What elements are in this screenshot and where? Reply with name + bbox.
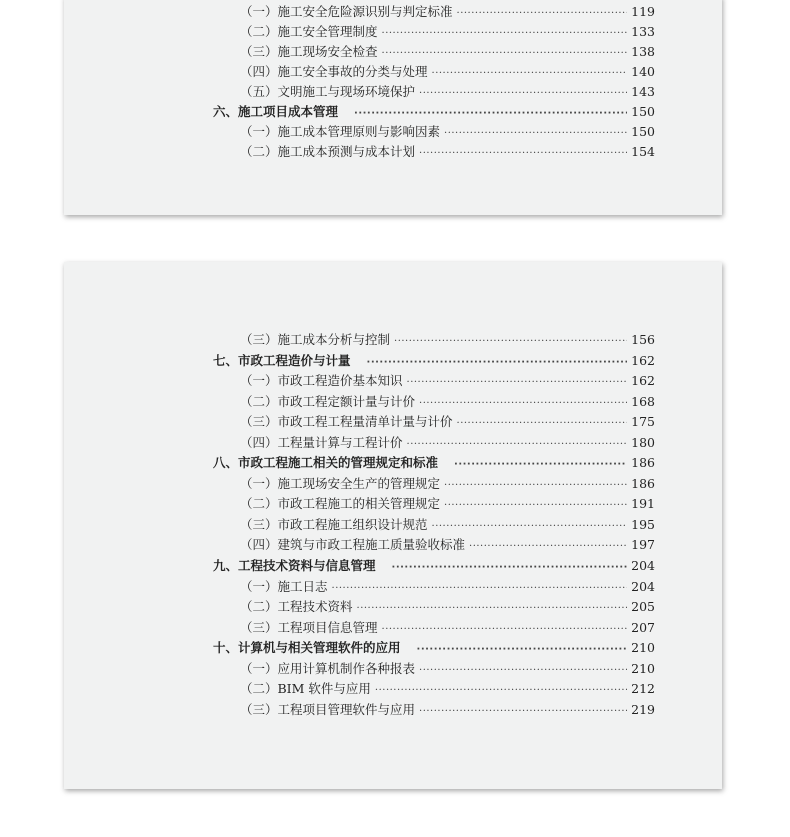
dot-leader [375,681,627,702]
dot-leader [432,517,627,538]
toc-section-entry [64,412,655,433]
entry-title: 八、市政工程施工相关的管理规定和标准 [213,455,439,471]
entry-page-number: 197 [631,537,655,553]
toc-list [64,330,722,720]
dot-leader [419,394,627,415]
dot-leader [457,4,627,24]
dot-leader [419,84,627,104]
entry-title: （一）施工成本管理原则与影响因素 [240,124,441,139]
entry-page-number: 210 [631,640,655,656]
entry-title: 九、工程技术资料与信息管理 [213,558,376,574]
entry-title: （四）工程量计算与工程计价 [240,434,403,450]
toc-chapter-entry [64,453,655,474]
toc-page-top [64,0,722,215]
entry-title: （四）施工安全事故的分类与处理 [240,64,428,79]
dot-leader [382,24,627,44]
dot-leader [419,661,627,682]
entry-title: （三）施工成本分析与控制 [240,332,391,347]
toc-section-entry [64,330,655,351]
dot-leader [394,332,627,353]
dot-leader [444,476,627,497]
entry-title: （一）施工现场安全生产的管理规定 [240,475,441,491]
toc-section-entry [64,142,655,162]
toc-chapter-entry [64,638,655,659]
entry-page-number: 162 [631,373,655,389]
entry-page-number: 133 [631,24,655,39]
dot-leader [457,414,627,435]
entry-title: （五）文明施工与现场环境保护 [240,84,416,99]
entry-page-number: 195 [631,516,655,532]
toc-chapter-entry [64,351,655,372]
entry-page-number: 175 [631,414,655,430]
toc-section-entry [64,535,655,556]
entry-page-number: 204 [631,578,655,594]
toc-chapter-entry [64,556,655,577]
toc-section-entry [64,62,655,82]
entry-title: （三）工程项目信息管理 [240,619,378,635]
toc-chapter-entry [64,102,655,122]
toc-section-entry [64,597,655,618]
entry-title: （二）BIM 软件与应用 [240,681,371,697]
dot-leader [454,455,627,476]
dot-leader [419,702,627,723]
toc-section-entry [64,659,655,680]
entry-page-number: 180 [631,434,655,450]
entry-page-number: 150 [631,104,655,119]
entry-page-number: 210 [631,660,655,676]
entry-title: （一）应用计算机制作各种报表 [240,660,416,676]
entry-title: （一）施工安全危险源识别与判定标准 [240,4,453,19]
dot-leader [444,124,627,144]
dot-leader [417,640,627,661]
toc-section-entry [64,494,655,515]
entry-page-number: 219 [631,701,655,717]
dot-leader [354,104,627,124]
entry-title: （三）市政工程工程量清单计量与计价 [240,414,453,430]
dot-leader [367,353,627,374]
dot-leader [392,558,627,579]
toc-section-entry [64,2,655,22]
entry-page-number: 156 [631,332,655,347]
entry-title: （二）施工安全管理制度 [240,24,378,39]
entry-title: （四）建筑与市政工程施工质量验收标准 [240,537,466,553]
entry-page-number: 207 [631,619,655,635]
entry-page-number: 143 [631,84,655,99]
entry-title: 六、施工项目成本管理 [213,104,339,119]
dot-leader [407,435,627,456]
toc-section-entry [64,577,655,598]
dot-leader [469,537,627,558]
entry-page-number: 191 [631,496,655,512]
entry-page-number: 204 [631,558,655,574]
entry-page-number: 186 [631,455,655,471]
toc-page-bottom [64,262,722,789]
entry-page-number: 162 [631,352,655,368]
entry-title: （三）施工现场安全检查 [240,44,378,59]
entry-page-number: 168 [631,393,655,409]
entry-page-number: 138 [631,44,655,59]
entry-title: （一）施工日志 [240,578,328,594]
entry-page-number: 119 [631,4,655,19]
toc-section-entry [64,82,655,102]
entry-page-number: 186 [631,475,655,491]
toc-section-entry [64,679,655,700]
dot-leader [407,373,627,394]
entry-title: （三）工程项目管理软件与应用 [240,701,416,717]
toc-section-entry [64,371,655,392]
toc-section-entry [64,474,655,495]
entry-title: （三）市政工程施工组织设计规范 [240,516,428,532]
dot-leader [432,64,627,84]
toc-section-entry [64,22,655,42]
dot-leader [444,496,627,517]
entry-page-number: 205 [631,599,655,615]
entry-page-number: 212 [631,681,655,697]
toc-section-entry [64,122,655,142]
toc-section-entry [64,618,655,639]
entry-title: （二）市政工程定额计量与计价 [240,393,416,409]
entry-title: （二）工程技术资料 [240,599,353,615]
entry-title: （二）市政工程施工的相关管理规定 [240,496,441,512]
entry-page-number: 150 [631,124,655,139]
entry-page-number: 140 [631,64,655,79]
entry-page-number: 154 [631,144,655,159]
dot-leader [382,620,627,641]
toc-list [64,2,722,162]
entry-title: （一）市政工程造价基本知识 [240,373,403,389]
toc-section-entry [64,392,655,413]
toc-section-entry [64,515,655,536]
toc-section-entry [64,700,655,721]
dot-leader [357,599,627,620]
dot-leader [332,579,627,600]
toc-section-entry [64,433,655,454]
entry-title: 十、计算机与相关管理软件的应用 [213,640,401,656]
dot-leader [382,44,627,64]
dot-leader [419,144,627,164]
entry-title: 七、市政工程造价与计量 [213,352,351,368]
toc-section-entry [64,42,655,62]
entry-title: （二）施工成本预测与成本计划 [240,144,416,159]
